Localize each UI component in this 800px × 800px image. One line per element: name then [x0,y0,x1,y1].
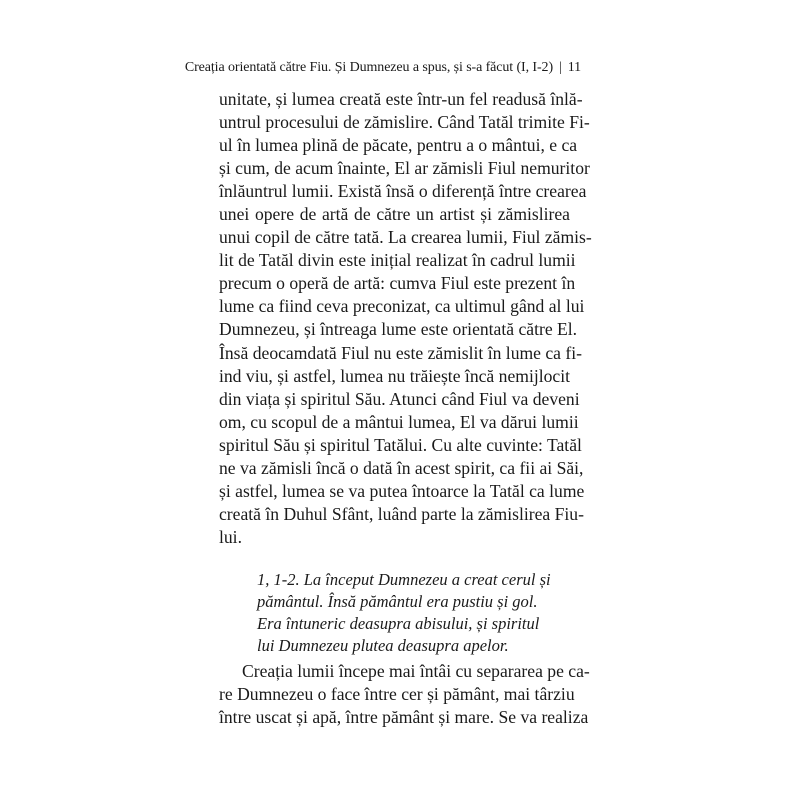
text-line: unitate, și lumea creată este într-un fel readusă înlă- [219,89,583,109]
text-line: lume ca fiind ceva preconizat, ca ultimul gând al lui [219,296,585,317]
quote-line: lui Dumnezeu plutea deasupra apelor. [257,636,509,655]
quote-line: pământul. Însă pământul era pustiu și gol. [257,592,538,611]
text-line: ne va zămisli încă o dată în acest spirit, ca fii ai Săi, [219,457,584,478]
text-line: om, cu scopul de a mântui lumea, El va dărui lumii [219,411,579,432]
paragraph-1 [219,88,592,549]
text-line: lui. [219,526,242,547]
text-line: re Dumnezeu o face între cer și pământ, mai târziu [219,684,575,705]
text-line: ind viu, și astfel, lumea nu trăiește încă nemijlocit [219,365,570,386]
page-number: 11 [567,60,581,75]
text-line: și cum, de acum înainte, El ar zămisli Fiul nemuritor [219,158,590,179]
text-line: unui copil de către tată. La crearea lumii, Fiul zămis- [219,227,592,248]
text-line: precum o operă de artă: cumva Fiul este prezent în [219,273,576,294]
text-line: Însă deocamdată Fiul nu este zămislit în lume ca fi- [219,342,582,363]
text-line: înlăuntrul lumii. Există însă o diferență între crearea [219,181,587,202]
text-line: untrul procesului de zămislire. Când Tatăl trimite Fi- [219,112,590,133]
running-head [185,59,581,77]
running-head-separator: | [559,60,562,75]
paragraph-2 [219,660,590,729]
text-line: Dumnezeu, și întreaga lume este orientată către El. [219,319,578,340]
text-line: spiritul Său și spiritul Tatălui. Cu alte cuvinte: Tatăl [219,434,582,455]
running-head-title: Creația orientată către Fiu. Și Dumnezeu a spus, și s-a făcut (I, I-2) [184,60,554,75]
text-line: și astfel, lumea se va putea întoarce la Tatăl ca lume [219,480,585,501]
text-line: unei opere de artă de către un artist și zămislirea [219,204,570,225]
quote-line: 1, 1-2. La început Dumnezeu a creat cerul și [257,570,551,589]
text-line: ul în lumea plină de păcate, pentru a o mântui, e ca [219,135,578,156]
quote-line: Era întuneric deasupra abisului, și spiritul [257,614,540,633]
text-line: Creația lumii începe mai întâi cu separarea pe ca- [242,661,590,681]
text-line: creată în Duhul Sfânt, luând parte la zămislirea Fiu- [219,503,584,524]
scripture-quote [257,569,577,657]
text-line: lit de Tatăl divin este inițial realizat în cadrul lumii [219,250,576,271]
text-line: între uscat și apă, între pământ și mare. Se va realiza [219,707,589,728]
text-line: din viața și spiritul Său. Atunci când Fiul va deveni [219,388,580,409]
